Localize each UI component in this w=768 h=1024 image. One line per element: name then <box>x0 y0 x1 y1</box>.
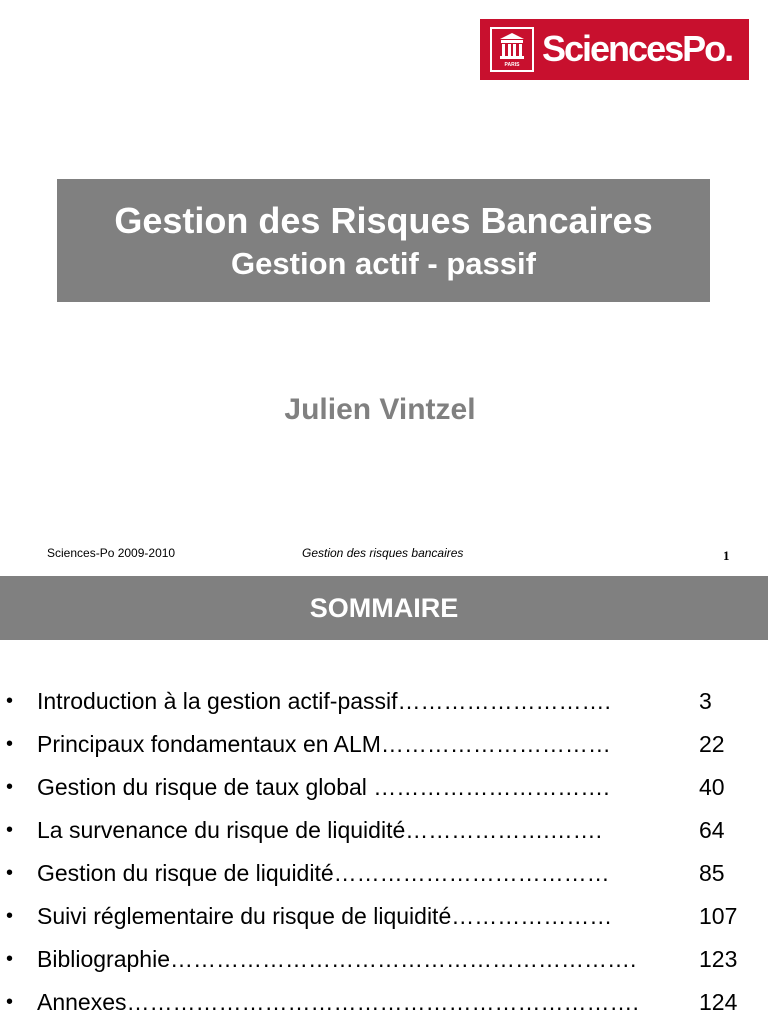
bullet: • <box>6 776 14 798</box>
toc-item-page: 85 <box>699 860 725 886</box>
toc-item-page: 22 <box>699 731 725 757</box>
presentation-title: Gestion des Risques Bancaires <box>114 200 653 241</box>
toc-item-title: La survenance du risque de liquidité……………….……. <box>37 817 603 843</box>
logo-wordmark: SciencesPo. <box>542 28 733 69</box>
bullet: • <box>6 905 14 927</box>
toc-item <box>0 981 768 1024</box>
toc-item <box>0 938 768 981</box>
toc-item <box>0 895 768 938</box>
toc-item <box>0 723 768 766</box>
footer-institution: Sciences-Po 2009-2010 <box>47 546 176 560</box>
toc-item-title: Introduction à la gestion actif-passif………………………. <box>37 688 611 714</box>
sciencespo-emblem-icon <box>490 27 534 72</box>
toc-item-page: 107 <box>699 903 738 929</box>
emblem-caption: PARIS <box>504 62 520 68</box>
toc-item-title: Annexes…………………………………………………………. <box>37 989 639 1015</box>
sciencespo-logo <box>480 19 749 80</box>
toc-item-page: 123 <box>699 946 738 972</box>
footer-course: Gestion des risques bancaires <box>302 546 464 560</box>
bullet: • <box>6 733 14 755</box>
presentation-subtitle: Gestion actif - passif <box>231 246 536 281</box>
bullet: • <box>6 862 14 884</box>
toc-item <box>0 766 768 809</box>
bullet: • <box>6 948 14 970</box>
toc-item <box>0 809 768 852</box>
toc-item-page: 64 <box>699 817 725 843</box>
toc-item-title: Bibliographie……………………………………………………. <box>37 946 637 972</box>
bullet: • <box>6 819 14 841</box>
toc-item-title: Suivi réglementaire du risque de liquidité………………… <box>37 903 613 929</box>
toc-item <box>0 680 768 723</box>
sommaire-heading: SOMMAIRE <box>0 576 768 640</box>
toc-item-page: 3 <box>699 688 712 714</box>
page-number: 1 <box>723 548 730 563</box>
title-box <box>57 179 710 302</box>
table-of-contents <box>0 680 768 1024</box>
toc-item-page: 40 <box>699 774 725 800</box>
toc-item <box>0 852 768 895</box>
toc-item-page: 124 <box>699 989 738 1015</box>
bullet: • <box>6 690 14 712</box>
bullet: • <box>6 991 14 1013</box>
toc-item-title: Gestion du risque de liquidité……………………………… <box>37 860 610 886</box>
toc-item-title: Principaux fondamentaux en ALM………………………… <box>37 731 611 757</box>
author-name: Julien Vintzel <box>284 393 476 426</box>
toc-item-title: Gestion du risque de taux global …………………………. <box>37 774 610 800</box>
